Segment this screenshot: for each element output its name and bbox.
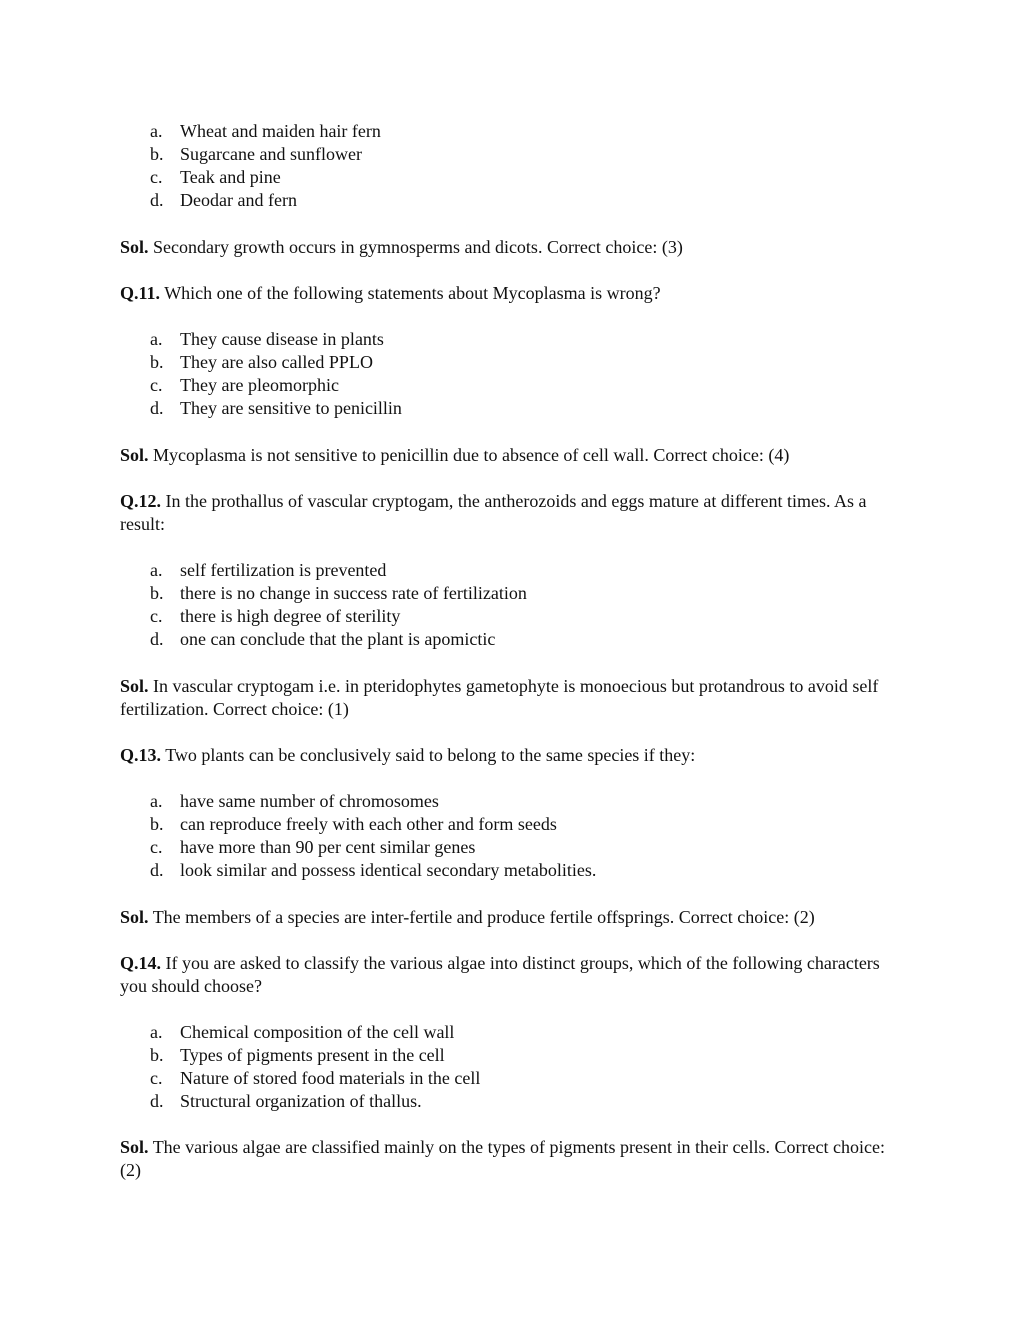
solution-paragraph	[120, 1136, 910, 1182]
list-item	[150, 166, 381, 189]
option-text: Teak and pine	[180, 167, 281, 187]
list-item	[150, 836, 596, 859]
list-item	[150, 328, 402, 351]
solution-paragraph	[120, 675, 910, 721]
paragraph-text: If you are asked to classify the various algae into distinct groups, which of the following characters you should choose?	[120, 953, 880, 996]
option-text: Structural organization of thallus.	[180, 1091, 422, 1111]
list-item	[150, 189, 381, 212]
list-item	[150, 1067, 480, 1090]
option-list	[150, 120, 381, 212]
list-item	[150, 605, 527, 628]
list-item	[150, 813, 596, 836]
list-item	[150, 351, 402, 374]
paragraph-label: Q.13.	[120, 745, 162, 765]
option-text: Deodar and fern	[180, 190, 297, 210]
option-text: look similar and possess identical secondary metabolities.	[180, 860, 597, 880]
paragraph-text: Secondary growth occurs in gymnosperms and dicots. Correct choice: (3)	[148, 237, 683, 257]
option-list	[150, 328, 402, 420]
option-letter: b.	[150, 1045, 164, 1065]
option-letter: b.	[150, 814, 164, 834]
paragraph-text: In the prothallus of vascular cryptogam, the antherozoids and eggs mature at different times. As a result:	[120, 491, 867, 534]
option-letter: d.	[150, 629, 164, 649]
option-letter: a.	[150, 560, 163, 580]
question-paragraph	[120, 490, 910, 536]
solution-paragraph	[120, 444, 910, 467]
list-item	[150, 628, 527, 651]
option-text: They are also called PPLO	[180, 352, 373, 372]
option-letter: a.	[150, 791, 163, 811]
paragraph-text: The members of a species are inter-fertile and produce fertile offsprings. Correct choice: (2)	[148, 907, 815, 927]
paragraph-label: Q.11.	[120, 283, 161, 303]
option-letter: a.	[150, 329, 163, 349]
list-item	[150, 1090, 480, 1113]
list-item	[150, 374, 402, 397]
option-letter: a.	[150, 1022, 163, 1042]
question-paragraph	[120, 952, 910, 998]
option-letter: d.	[150, 1091, 164, 1111]
option-list	[150, 1021, 480, 1113]
option-text: there is no change in success rate of fertilization	[180, 583, 527, 603]
paragraph-label: Sol.	[120, 445, 149, 465]
list-item	[150, 1044, 480, 1067]
option-text: Nature of stored food materials in the cell	[180, 1068, 481, 1088]
option-text: have same number of chromosomes	[180, 791, 439, 811]
option-letter: d.	[150, 860, 164, 880]
question-paragraph	[120, 282, 910, 305]
list-item	[150, 120, 381, 143]
paragraph-label: Sol.	[120, 1137, 149, 1157]
option-text: Types of pigments present in the cell	[180, 1045, 445, 1065]
paragraph-text: In vascular cryptogam i.e. in pteridophytes gametophyte is monoecious but protandrous to avoid self fertilization. Correct choice: (1)	[120, 676, 879, 719]
option-text: They cause disease in plants	[180, 329, 384, 349]
paragraph-text: Which one of the following statements about Mycoplasma is wrong?	[160, 283, 661, 303]
option-letter: d.	[150, 190, 164, 210]
option-list	[150, 559, 527, 651]
option-text: Chemical composition of the cell wall	[180, 1022, 455, 1042]
option-letter: c.	[150, 606, 163, 626]
option-list	[150, 790, 596, 882]
list-item	[150, 397, 402, 420]
question-paragraph	[120, 744, 910, 767]
option-letter: b.	[150, 144, 164, 164]
option-letter: c.	[150, 837, 163, 857]
option-text: self fertilization is prevented	[180, 560, 387, 580]
option-letter: c.	[150, 167, 163, 187]
option-letter: b.	[150, 352, 164, 372]
option-letter: b.	[150, 583, 164, 603]
paragraph-text: Mycoplasma is not sensitive to penicillin due to absence of cell wall. Correct choice: (4)	[148, 445, 790, 465]
list-item	[150, 582, 527, 605]
list-item	[150, 559, 527, 582]
list-item	[150, 859, 596, 882]
option-text: have more than 90 per cent similar genes	[180, 837, 476, 857]
option-text: They are sensitive to penicillin	[180, 398, 402, 418]
paragraph-text: The various algae are classified mainly on the types of pigments present in their cells. Correct choice: (2)	[120, 1137, 885, 1180]
option-letter: c.	[150, 1068, 163, 1088]
option-letter: a.	[150, 121, 163, 141]
paragraph-label: Q.14.	[120, 953, 162, 973]
option-text: Sugarcane and sunflower	[180, 144, 362, 164]
paragraph-text: Two plants can be conclusively said to belong to the same species if they:	[161, 745, 696, 765]
paragraph-label: Sol.	[120, 676, 149, 696]
option-text: They are pleomorphic	[180, 375, 339, 395]
paragraph-label: Q.12.	[120, 491, 162, 511]
option-text: can reproduce freely with each other and form seeds	[180, 814, 557, 834]
paragraph-label: Sol.	[120, 237, 149, 257]
paragraph-label: Sol.	[120, 907, 149, 927]
option-text: one can conclude that the plant is apomictic	[180, 629, 496, 649]
option-letter: c.	[150, 375, 163, 395]
option-text: Wheat and maiden hair fern	[180, 121, 381, 141]
option-letter: d.	[150, 398, 164, 418]
option-text: there is high degree of sterility	[180, 606, 401, 626]
list-item	[150, 1021, 480, 1044]
list-item	[150, 790, 596, 813]
solution-paragraph	[120, 906, 910, 929]
solution-paragraph	[120, 236, 910, 259]
list-item	[150, 143, 381, 166]
